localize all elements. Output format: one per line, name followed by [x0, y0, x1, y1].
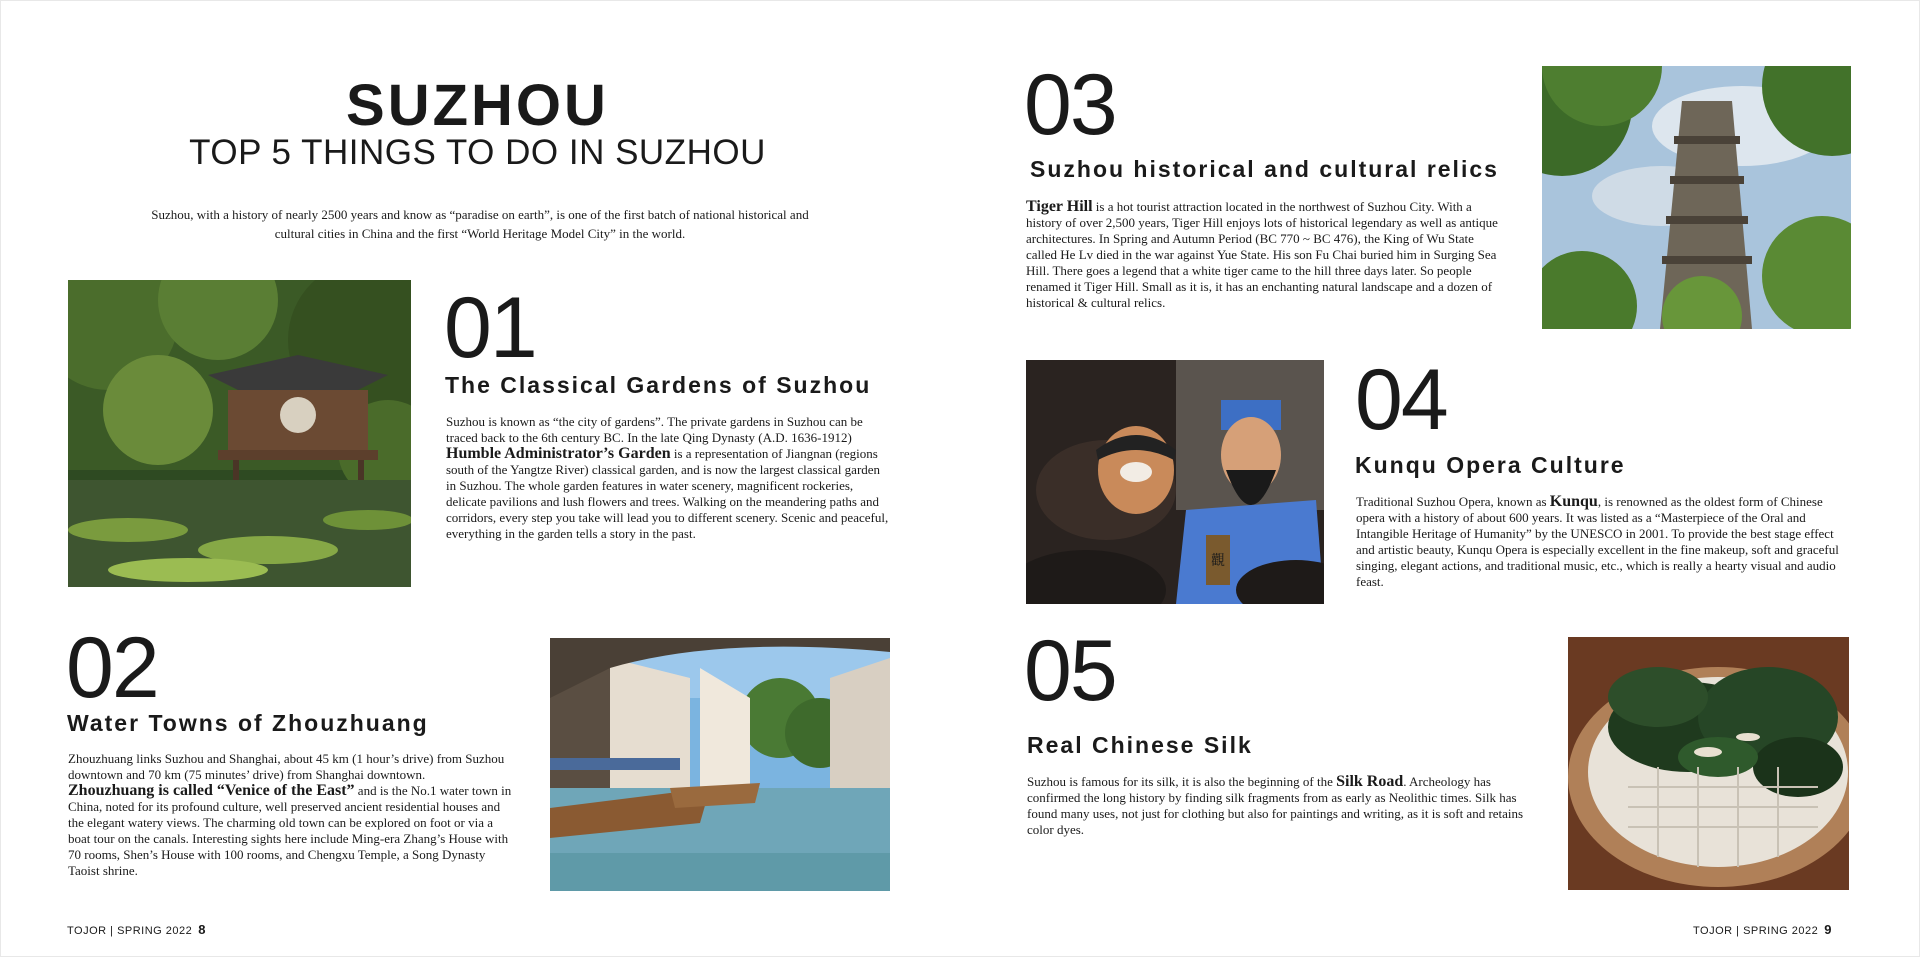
section-number-04: 04 [1355, 352, 1447, 448]
section-body-02: Zhouzhuang links Suzhou and Shanghai, about 45 km (1 hour’s drive) from Suzhou downtown and 70 km (75 minutes’ drive) from Shanghai downtown. Zhouzhuang is called “Venice of the East” and is the No.1 water town in China, noted for its profound culture, well preserved ancient residential houses and the elegant watery views. The charming old town can be explored on foot or via a boat tour on the canals. Interesting sights here include Ming-era Zhang’s House with 70 rooms, Shen’s House with 100 rooms, and Chengxu Temple, a Song Dynasty Taoist shrine. [68, 751, 512, 878]
section-body-05: Suzhou is famous for its silk, it is also the beginning of the Silk Road. Archeology has confirmed the long history by finding silk fragments from as early as Neolithic times. Silk has found many uses, not just for clothing but also for paintings and writing, as it is soft and retains color dyes. [1027, 773, 1524, 837]
highlight-silk-road: Silk Road [1336, 773, 1404, 790]
page-title: SUZHOU [346, 73, 609, 138]
section-heading-01: The Classical Gardens of Suzhou [445, 372, 872, 398]
section-body-01: Suzhou is known as “the city of gardens”. The private gardens in Suzhou can be traced back to the 6th century BC. In the late Qing Dynasty (A.D. 1636-1912) Humble Administrator’s Garden is a representation of Jiangnan (regions south of the Yangtze River) classical garden, and is now the largest classical garden in Suzhou. The whole garden features in water scenery, magnificent rockeries, delicate pavilions and lush flowers and trees. Walking on the meandering paths and corridors, every step you take will lead you to different scenery. Scenic and peaceful, everything in the garden tells a story in the past. [446, 414, 889, 541]
page-number-left: 8 [198, 922, 206, 937]
highlight-humble-garden: Humble Administrator’s Garden [446, 445, 671, 462]
section-heading-03: Suzhou historical and cultural relics [1030, 156, 1499, 182]
highlight-venice-east: Zhouzhuang is called “Venice of the East” [68, 782, 355, 799]
section-number-02: 02 [66, 620, 158, 716]
section-number-01: 01 [444, 280, 536, 376]
page-subtitle: TOP 5 THINGS TO DO IN SUZHOU [189, 133, 766, 172]
section-body-03: Tiger Hill is a hot tourist attraction located in the northwest of Suzhou City. With a history of over 2,500 years, Tiger Hill enjoys lots of historical legendary as well as antique architectures. In Spring and Autumn Period (BC 770 ~ BC 476), the King of Wu State called He Lv died in the war against Yue State. His son Fu Chai buried him in Surging Sea Hill. There goes a legend that a white tiger came to the hill three days later. So people renamed it Tiger Hill. Small as it is, it has an enchanting natural landscape and a dozen of historical & cultural relics. [1026, 198, 1498, 310]
tiger-hill-pagoda-photo [1542, 66, 1851, 329]
water-town-photo [550, 638, 890, 891]
section-heading-05: Real Chinese Silk [1027, 732, 1253, 758]
section-heading-04: Kunqu Opera Culture [1355, 452, 1626, 478]
opera-sign-text: 觀 [1211, 553, 1225, 569]
section-number-05: 05 [1024, 623, 1116, 719]
section-body-04: Traditional Suzhou Opera, known as Kunqu, is renowned as the oldest form of Chinese opera with a history of about 600 years. It was listed as a “Masterpiece of the Oral and Intangible Heritage of Humanity” by the UNESCO in 2001. To provide the best stage effect and artistic beauty, Kunqu Opera is especially excellent in the fine makeup, soft and graceful singing, elegant actions, and traditional music, etc., which is really a hearty visual and audio feast. [1356, 493, 1839, 589]
silk-worms-photo [1568, 637, 1849, 890]
garden-photo [68, 280, 411, 587]
page-number-right: 9 [1824, 922, 1832, 937]
section-number-03: 03 [1024, 57, 1116, 153]
kunqu-opera-photo [1026, 360, 1324, 604]
footer-left: TOJOR | SPRING 2022 8 [67, 922, 206, 937]
section-heading-02: Water Towns of Zhouzhuang [67, 710, 429, 736]
highlight-kunqu: Kunqu [1549, 493, 1598, 510]
intro-paragraph: Suzhou, with a history of nearly 2500 years and know as “paradise on earth”, is one of the first batch of national historical and cultural cities in China and the first “World Heritage Model City” in the world. [151, 207, 809, 241]
highlight-tiger-hill: Tiger Hill [1026, 198, 1093, 215]
footer-right: TOJOR | SPRING 2022 9 [1693, 922, 1832, 937]
